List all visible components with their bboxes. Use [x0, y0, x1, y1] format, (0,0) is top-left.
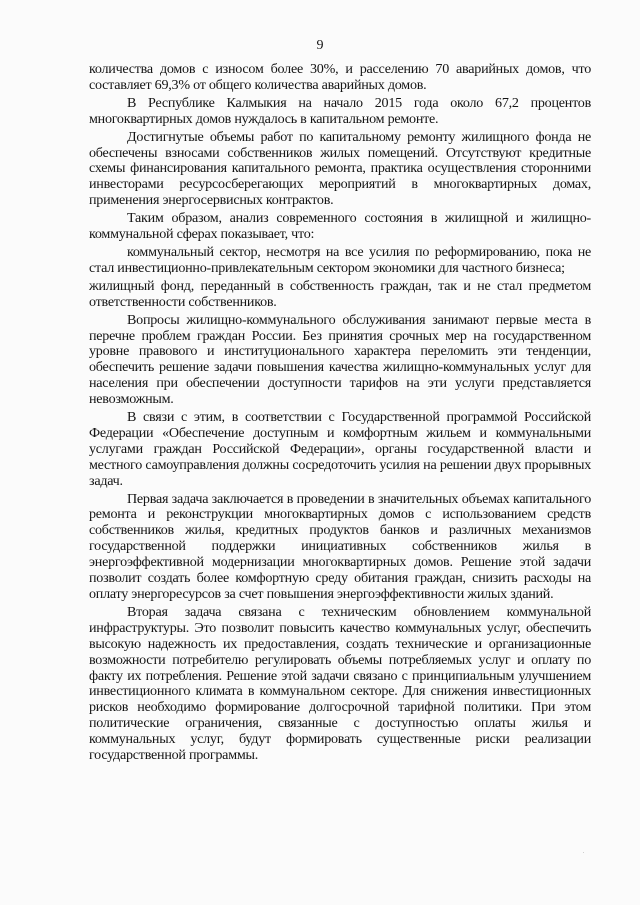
paragraph-second-task: Вторая задача связана с техническим обновлением коммунальной инфраструктуры. Это позволит повысить качество коммунальных услуг, обеспечить высокую надежность их предоставления, создать технические и организационные возможности потребителю регулировать объемы потребляемых услуг и оплату по факту их потребления. Решение этой задачи связано с принципиальным улучшением инвестиционного климата в коммунальном секторе. Для снижения инвестиционных рисков необходимо формирование долгосрочной тарифной политики. При этом политические ограничения, связанные с доступностью оплаты жилья и коммунальных услуг, будут формировать существенные риски реализации государственной программы. [89, 603, 591, 764]
paragraph-first-task: Первая задача заключается в проведении в значительных объемах капитального ремонта и реконструкции многоквартирных домов с использованием средств собственников жилья, кредитных продуктов банков и различных механизмов государственной поддержки инициативных собственников жилья в энергоэффективной модернизации многоквартирных домов. Решение этой задачи позволит создать более комфортную среду обитания граждан, снизить расходы на оплату энергоресурсов за счет повышения энергоэффективности жилых зданий. [89, 490, 591, 602]
paragraph-housing-fund: жилищный фонд, переданный в собственность граждан, так и не стал предметом ответственности собственников. [89, 277, 591, 310]
paragraph-continuation: количества домов с износом более 30%, и расселению 70 аварийных домов, что составляет 69,3% от общего количества аварийных домов. [89, 61, 591, 93]
paragraph-state-program: В связи с этим, в соответствии с Государственной программой Российской Федерации «Обеспечение доступным и комфортным жильем и коммунальными услугами граждан Российской Федерации», органы государственной власти и местного самоуправления должны сосредоточить усилия на решении двух прорывных задач. [89, 409, 591, 489]
paragraph-housing-issues: Вопросы жилищно-коммунального обслуживания занимают первые места в перечне проблем граждан России. Без принятия срочных мер на государственном уровне правового и институционального характера переломить эти тенденции, обеспечить решение задачи повышения качества жилищно-коммунальных услуг для населения при обеспечении доступности тарифов на эти услуги представляется невозможным. [89, 311, 591, 408]
paragraph-achieved-volumes: Достигнутые объемы работ по капитальному ремонту жилищного фонда не обеспечены взносами собственников жилых помещений. Отсутствуют кредитные схемы финансирования капитального ремонта, практика осуществления сторонними инвесторами ресурсосберегающих мероприятий в многоквартирных домах, применения энергосервисных контрактов. [89, 128, 591, 209]
paragraph-communal-sector: коммунальный сектор, несмотря на все усилия по реформированию, пока не стал инвестиционно-привлекательным сектором экономики для частного бизнеса; [89, 243, 591, 276]
paragraph-kalmykia: В Республике Калмыкия на начало 2015 года около 67,2 процентов многоквартирных домов нуждалось в капитальном ремонте. [89, 94, 591, 127]
page-number: 9 [316, 38, 324, 53]
paragraph-analysis-intro: Таким образом, анализ современного состояния в жилищной и жилищно-коммунальной сферах показывает, что: [89, 210, 591, 243]
scan-speck [583, 852, 584, 853]
document-body [89, 62, 591, 764]
